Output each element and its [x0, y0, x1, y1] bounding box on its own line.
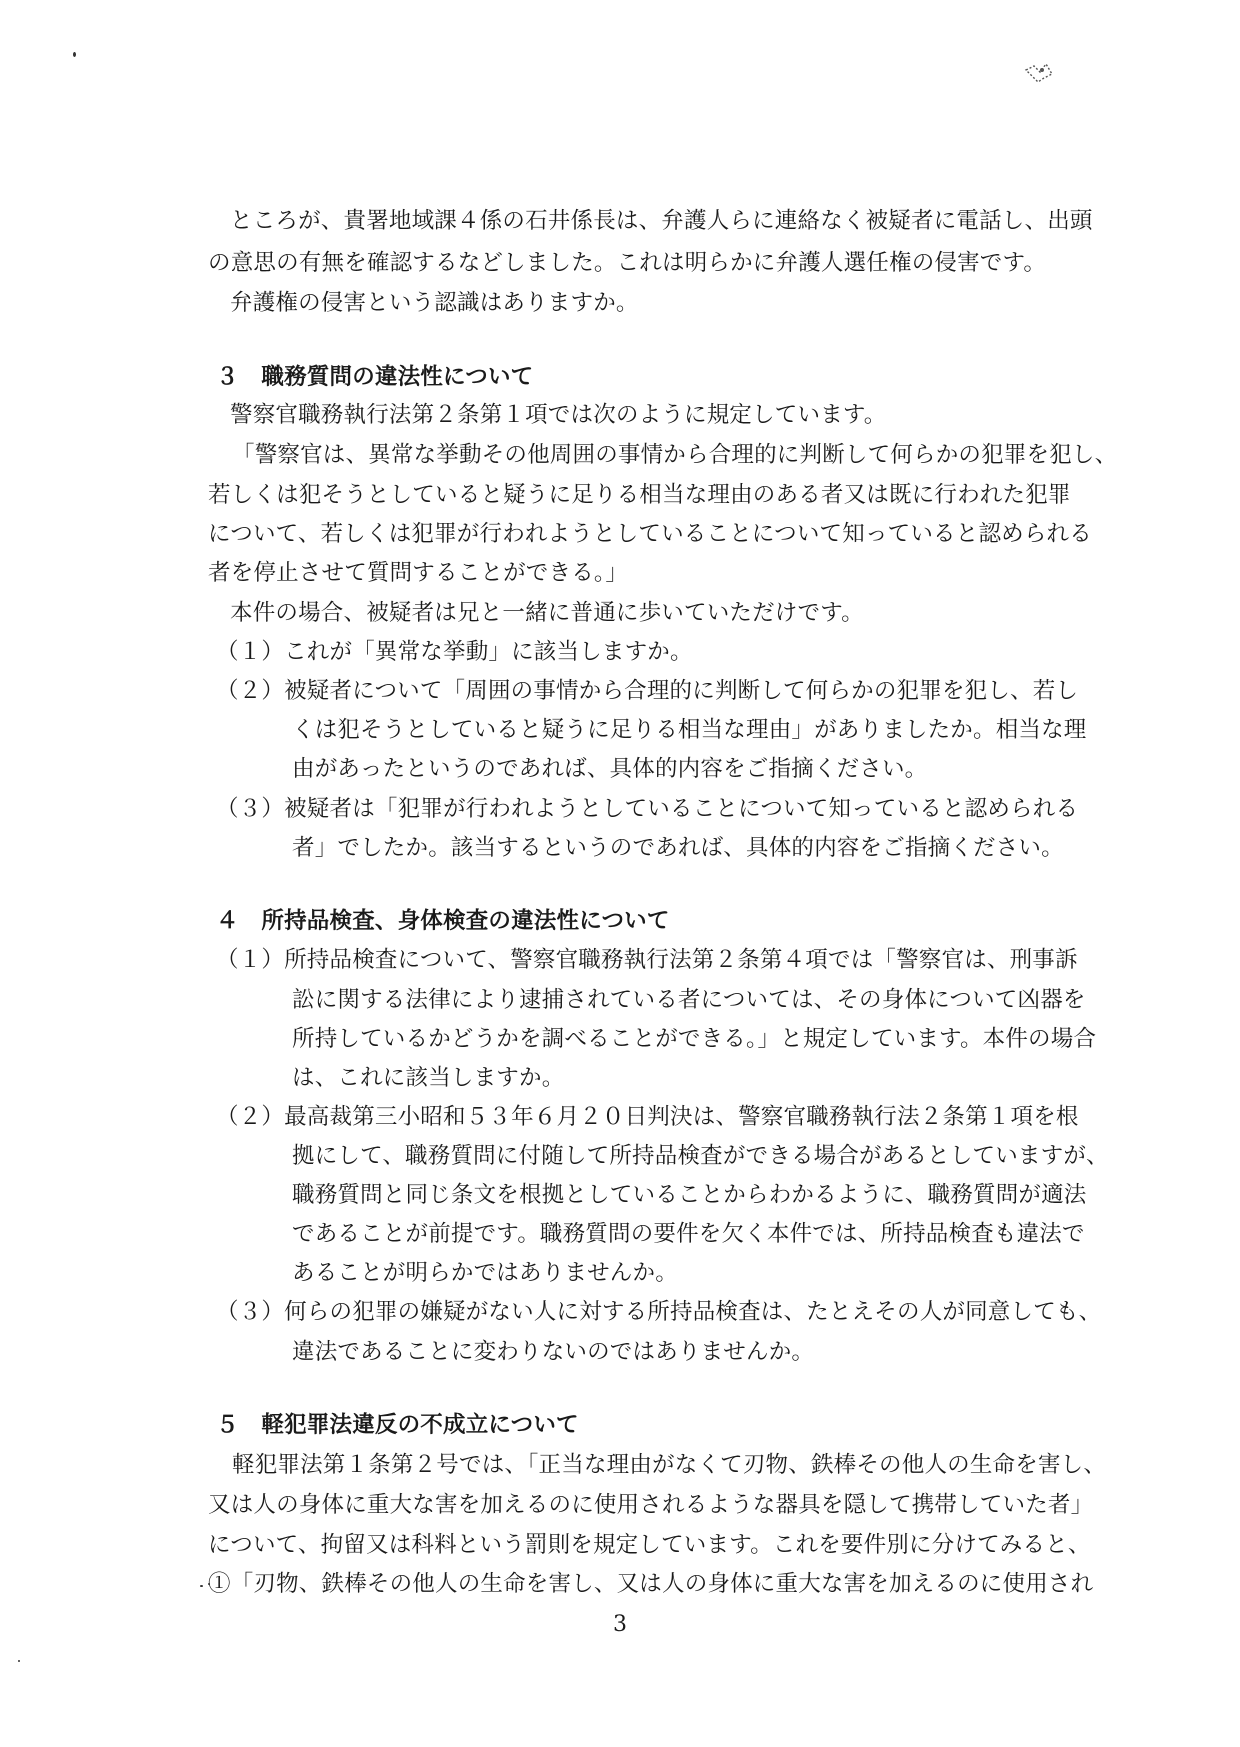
scan-speck	[18, 1660, 20, 1662]
question-item: （３）何らの犯罪の嫌疑がない人に対する所持品検査は、たとえその人が同意しても、	[216, 1299, 1102, 1325]
quote-text-line: 「警察官は、異常な挙動その他周囲の事情から合理的に判断して何らかの犯罪を犯し、	[232, 442, 1118, 468]
section-heading: ３ 職務質問の違法性について	[216, 364, 534, 390]
question-item-cont: 違法であることに変わりないのではありませんか。	[292, 1339, 815, 1365]
scan-speck	[200, 1585, 203, 1587]
scan-smudge-icon	[1020, 52, 1060, 92]
body-text-line: について、拘留又は科料という罰則を規定しています。これを要件別に分けてみると、	[208, 1532, 1091, 1558]
body-text-line: 警察官職務執行法第２条第１項では次のように規定しています。	[230, 402, 887, 428]
body-text-line: ①「刃物、鉄棒その他人の生命を害し、又は人の身体に重大な害を加えるのに使用され	[208, 1571, 1094, 1597]
quote-text-line: について、若しくは犯罪が行われようとしていることについて知っていると認められる	[208, 521, 1092, 547]
body-text-line: ところが、貴署地域課４係の石井係長は、弁護人らに連絡なく被疑者に電話し、出頭	[230, 208, 1093, 234]
quote-text-line: 者を停止させて質問することができる。」	[208, 560, 629, 586]
question-item-cont: くは犯そうとしていると疑うに足りる相当な理由」がありましたか。相当な理	[292, 717, 1087, 743]
question-item-cont: 由があったというのであれば、具体的内容をご指摘ください。	[292, 756, 928, 782]
question-item-cont: は、これに該当しますか。	[292, 1065, 565, 1091]
section-heading: ５ 軽犯罪法違反の不成立について	[216, 1412, 579, 1438]
question-item-cont: 者」でしたか。該当するというのであれば、具体的内容をご指摘ください。	[292, 835, 1064, 861]
question-item: （２）最高裁第三小昭和５３年６月２０日判決は、警察官職務執行法２条第１項を根	[216, 1104, 1079, 1130]
question-item-cont: 所持しているかどうかを調べることができる。」と規定しています。本件の場合	[292, 1026, 1097, 1052]
question-item: （１）これが「異常な挙動」に該当しますか。	[216, 639, 693, 665]
question-item-cont: あることが明らかではありませんか。	[292, 1260, 678, 1286]
question-item-cont: 訟に関する法律により逮捕されている者については、その身体について凶器を	[292, 987, 1086, 1013]
question-item: （３）被疑者は「犯罪が行われようとしていることについて知っていると認められる	[216, 796, 1079, 822]
page-number: 3	[613, 1612, 627, 1637]
section-heading: ４ 所持品検査、身体検査の違法性について	[216, 908, 670, 934]
body-text-line: 軽犯罪法第１条第２号では、「正当な理由がなくて刃物、鉄棒その他人の生命を害し、	[232, 1452, 1107, 1478]
quote-text-line: 若しくは犯そうとしていると疑うに足りる相当な理由のある者又は既に行われた犯罪	[208, 482, 1071, 508]
body-text-line: 又は人の身体に重大な害を加えるのに使用されるような器具を隠して携帯していた者」	[208, 1492, 1094, 1518]
question-item-cont: 職務質問と同じ条文を根拠としていることからわかるように、職務質問が適法	[292, 1182, 1087, 1208]
question-item: （１）所持品検査について、警察官職務執行法第２条第４項では「警察官は、刑事訴	[216, 947, 1078, 973]
body-text-line: 本件の場合、被疑者は兄と一緒に普通に歩いていただけです。	[230, 600, 864, 626]
body-text-line: の意思の有無を確認するなどしました。これは明らかに弁護人選任権の侵害です。	[208, 250, 1047, 276]
scan-speck	[73, 52, 76, 57]
body-text-line: 弁護権の侵害という認識はありますか。	[230, 290, 639, 316]
question-item: （２）被疑者について「周囲の事情から合理的に判断して何らかの犯罪を犯し、若し	[216, 678, 1079, 704]
question-item-cont: 拠にして、職務質問に付随して所持品検査ができる場合があるとしていますが、	[292, 1143, 1109, 1169]
question-item-cont: であることが前提です。職務質問の要件を欠く本件では、所持品検査も違法で	[292, 1221, 1085, 1247]
